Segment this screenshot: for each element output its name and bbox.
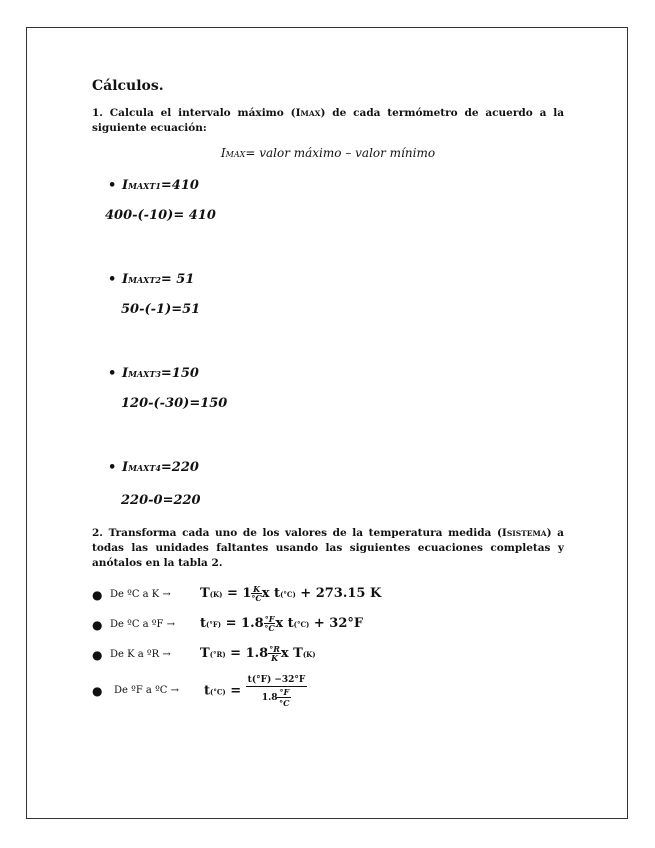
- question-1: 1. Calcula el intervalo máximo (IMAX) de cada termómetro de acuerdo a la siguiente ecuación:: [92, 107, 564, 134]
- section-heading: Cálculos.: [92, 78, 164, 94]
- equation: t(°F) = 1.8 $\frac{^\circ F}{^\circ C}$ x t(°C) + 32°F: [200, 614, 364, 633]
- equation: t(°C) = t(°F) −32°F 1.8 $\frac{^\circ F}{^\circ C}$: [204, 675, 306, 708]
- bullet-icon: ●: [92, 684, 103, 698]
- bullet-icon: ●: [92, 648, 103, 662]
- document-content: [92, 78, 564, 709]
- interval-calc: 50-(-1)=51: [121, 302, 201, 317]
- conversion-c-to-k: ● De ºC a K → T(K) = 1 $\frac{K}{^\circ C}$ x t(°C) + 273.15 K: [92, 584, 382, 603]
- conversion-c-to-f: ● De ºC a ºF → t(°F) = 1.8 $\frac{^\circ F}{^\circ C}$ x t(°C) + 32°F: [92, 614, 364, 633]
- interval-formula: IMAX= valor máximo – valor mínimo: [220, 146, 436, 160]
- bullet-icon: ●: [92, 588, 103, 602]
- interval-calc: 120-(-30)=150: [121, 396, 228, 411]
- question-2: 2. Transforma cada uno de los valores de la temperatura medida (ISISTEMA) a todas las unidades faltantes usando las siguientes ecuaciones completas y anótalos en la tabla 2.: [92, 527, 564, 569]
- interval-calc: 220-0=220: [121, 493, 201, 508]
- interval-item-2: • IMAXT2= 51 50-(-1)=51: [108, 272, 201, 317]
- interval-item-3: • IMAXT3=150 120-(-30)=150: [108, 366, 228, 411]
- bullet-icon: •: [108, 272, 117, 287]
- interval-item-1: • IMAXT1=410 400-(-10)= 410: [105, 178, 216, 223]
- bullet-icon: •: [108, 366, 117, 381]
- conversion-f-to-c: ● De ºF a ºC → t(°C) = t(°F) −32°F 1.8 $\frac{^\circ F}{^\circ C}$: [92, 675, 306, 708]
- interval-calc: 400-(-10)= 410: [105, 208, 216, 223]
- bullet-icon: ●: [92, 618, 103, 632]
- equation: T(°R) = 1.8 $\frac{^\circ R}{K}$ x T(K): [200, 644, 316, 663]
- interval-item-4: • IMAXT4=220 220-0=220: [108, 460, 201, 508]
- bullet-icon: •: [108, 460, 117, 475]
- equation: T(K) = 1 $\frac{K}{^\circ C}$ x t(°C) + 273.15 K: [200, 584, 382, 603]
- conversion-k-to-r: ● De K a ºR → T(°R) = 1.8 $\frac{^\circ R}{K}$ x T(K): [92, 644, 316, 663]
- bullet-icon: •: [108, 178, 117, 193]
